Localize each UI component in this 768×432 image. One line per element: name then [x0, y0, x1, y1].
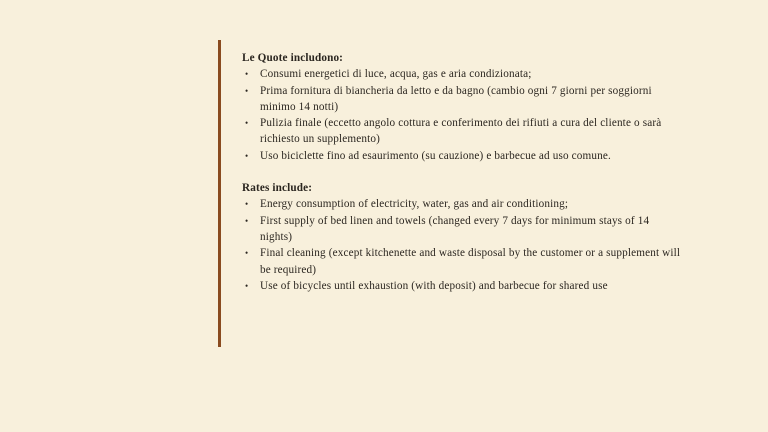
rates-content [242, 50, 682, 294]
italian-section [242, 50, 682, 164]
english-list [242, 196, 682, 294]
list-item: • First supply of bed linen and towels (changed every 7 days for minimum stays of 14 nights) [245, 214, 650, 243]
list-item: • Prima fornitura di biancheria da letto e da bagno (cambio ogni 7 giorni per soggiorni minimo 14 notti) [245, 84, 652, 113]
list-item: • Pulizia finale (eccetto angolo cottura e conferimento dei rifiuti a cura del cliente o sarà richiesto un supplemento) [245, 117, 662, 146]
italian-list [242, 66, 682, 164]
english-section-title: Rates include: [242, 182, 313, 195]
bullet-icon: • [245, 280, 249, 291]
bullet-icon: • [245, 85, 249, 96]
bullet-icon: • [245, 150, 249, 161]
english-section [242, 180, 682, 294]
bullet-icon: • [245, 69, 249, 80]
list-item: • Use of bicycles until exhaustion (with deposit) and barbecue for shared use [242, 278, 682, 294]
list-item: • Uso biciclette fino ad esaurimento (su cauzione) e barbecue ad uso comune. [242, 148, 682, 164]
bullet-icon: • [245, 248, 249, 259]
list-item: • Energy consumption of electricity, water, gas and air conditioning; [242, 196, 682, 212]
bullet-icon: • [245, 215, 249, 226]
italian-section-title: Le Quote includono: [242, 52, 344, 64]
vertical-accent-rule [218, 40, 221, 347]
list-item: • Consumi energetici di luce, acqua, gas e aria condizionata; [242, 66, 682, 82]
bullet-icon: • [245, 118, 249, 129]
list-item: • Final cleaning (except kitchenette and waste disposal by the customer or a supplement will be required) [245, 247, 681, 276]
bullet-icon: • [245, 199, 249, 210]
